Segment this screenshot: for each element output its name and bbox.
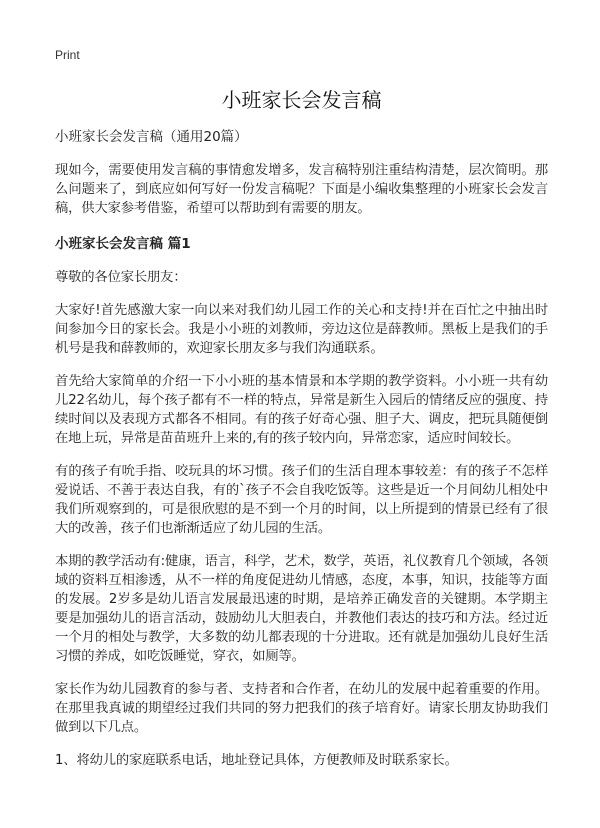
- list-item-paragraph: 1、将幼儿的家庭联系电话，地址登记具体，方便教师及时联系家长。: [55, 753, 458, 768]
- body-paragraph: 首先给大家简单的介绍一下小小班的基本情景和本学期的教学资料。小小班一共有幼儿22名幼儿，每个孩子都有不一样的特点，异常是新生入园后的情绪反应的强度、持续时间以及表现方式都各不相同。有的孩子好奇心强、胆子大、调皮，把玩具随便倒在地上玩，异常是苗苗班升上来的,有的孩子较内向，异常恋家，适应时间较长。: [55, 374, 548, 446]
- section-heading: 小班家长会发言稿 篇1: [55, 236, 191, 252]
- body-paragraph: 有的孩子有吮手指、咬玩具的坏习惯。孩子们的生活自理本事较差：有的孩子不怎样爱说话、不善于表达自我，有的`孩子不会自我吃饭等。这些是近一个月间幼儿相处中我们所观察到的，可是很欣慰的是不到一个月的时间，以上所提到的情景已经有了很大的改善，孩子们也渐渐适应了幼儿园的生活。: [55, 464, 548, 536]
- salutation-paragraph: 尊敬的各位家长朋友：: [55, 270, 187, 285]
- body-paragraph: 家长作为幼儿园教育的参与者、支持者和合作者，在幼儿的发展中起着重要的作用。在那里我真诚的期望经过我们共同的努力把我们的孩子培育好。请家长朋友协助我们做到以下几点。: [55, 682, 548, 735]
- document-title: 小班家长会发言稿: [221, 88, 382, 112]
- intro-paragraph: 现如今，需要使用发言稿的事情愈发增多，发言稿特别注重结构清楚，层次简明。那么问题来了，到底应如何写好一份发言稿呢？下面是小编收集整理的小班家长会发言稿，供大家参考借鉴，希望可以帮助到有需要的朋友。: [55, 163, 548, 216]
- print-link[interactable]: Print: [55, 48, 80, 62]
- body-paragraph: 大家好!首先感激大家一向以来对我们幼儿园工作的关心和支持!并在百忙之中抽出时间参加今日的家长会。我是小小班的刘教师，旁边这位是薛教师。黑板上是我们的手机号是我和薛教师的，欢迎家长朋友多与我们沟通联系。: [55, 303, 548, 356]
- body-paragraph: 本期的教学活动有:健康，语言，科学，艺术，数学，英语，礼仪教育几个领域，各领域的资料互相渗透，从不一样的角度促进幼儿情感，态度，本事，知识，技能等方面的发展。2岁多是幼儿语言发展最迅速的时期，是培养正确发音的关键期。本学期主要是加强幼儿的语言活动，鼓励幼儿大胆表白，并教他们表达的技巧和方法。经过近一个月的相处与教学，大多数的幼儿都表现的十分进取。还有就是加强幼儿良好生活习惯的养成，如吃饭睡觉，穿衣，如厕等。: [55, 554, 548, 664]
- document-subtitle: 小班家长会发言稿（通用20篇）: [55, 129, 248, 145]
